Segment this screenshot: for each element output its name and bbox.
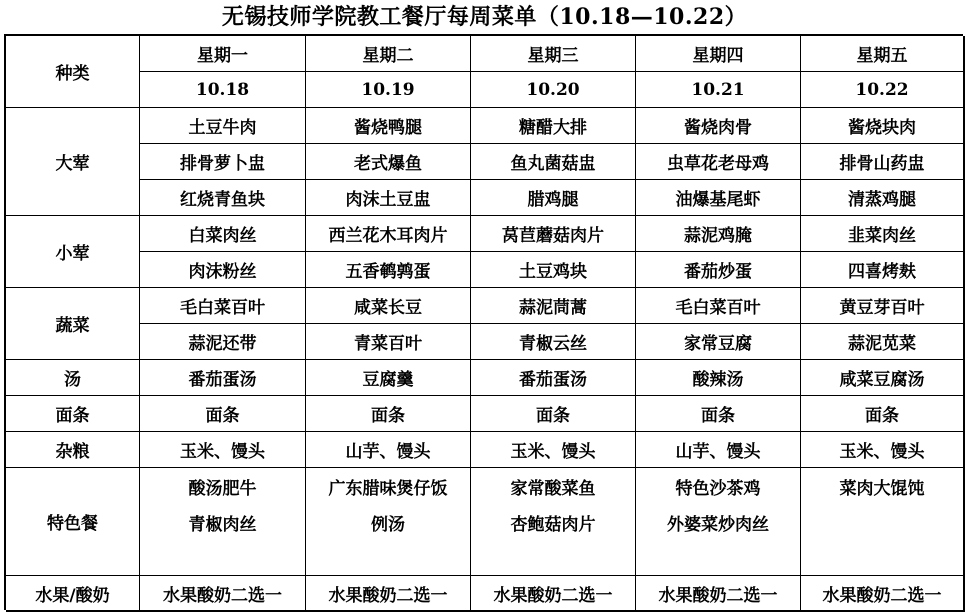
weekday-header: 星期四 [636, 36, 801, 72]
dish-cell: 韭菜肉丝 [801, 216, 965, 252]
dish-cell: 腊鸡腿 [471, 180, 636, 216]
dish-cell: 广东腊味煲仔饭 [306, 468, 471, 504]
dish-cell: 水果酸奶二选一 [140, 576, 306, 612]
dish-cell: 蒜泥茼蒿 [471, 288, 636, 324]
dish-cell: 水果酸奶二选一 [471, 576, 636, 612]
dish-cell [801, 504, 965, 540]
dish-cell [306, 540, 471, 576]
dish-cell: 水果酸奶二选一 [801, 576, 965, 612]
dish-cell: 老式爆鱼 [306, 144, 471, 180]
category-label: 水果/酸奶 [6, 576, 140, 612]
dish-cell: 玉米、馒头 [801, 432, 965, 468]
weekday-header: 星期五 [801, 36, 965, 72]
dish-cell: 鱼丸菌菇盅 [471, 144, 636, 180]
dish-cell [636, 540, 801, 576]
dish-cell: 玉米、馒头 [471, 432, 636, 468]
dish-cell: 蒜泥苋菜 [801, 324, 965, 360]
dish-cell [471, 540, 636, 576]
dish-cell: 咸菜长豆 [306, 288, 471, 324]
dish-cell: 山芋、馒头 [306, 432, 471, 468]
dish-cell: 水果酸奶二选一 [306, 576, 471, 612]
dish-cell: 蒜泥还带 [140, 324, 306, 360]
date-header: 10.22 [801, 72, 965, 108]
dish-cell: 肉沫土豆盅 [306, 180, 471, 216]
date-header: 10.21 [636, 72, 801, 108]
dish-cell: 红烧青鱼块 [140, 180, 306, 216]
dish-cell: 家常酸菜鱼 [471, 468, 636, 504]
category-label: 小荤 [6, 216, 140, 288]
dish-cell: 土豆牛肉 [140, 108, 306, 144]
category-label: 特色餐 [6, 468, 140, 576]
category-label: 汤 [6, 360, 140, 396]
dish-cell: 特色沙茶鸡 [636, 468, 801, 504]
dish-cell: 排骨山药盅 [801, 144, 965, 180]
dish-cell [140, 540, 306, 576]
dish-cell: 蒜泥鸡腌 [636, 216, 801, 252]
dish-cell: 青椒云丝 [471, 324, 636, 360]
category-label: 面条 [6, 396, 140, 432]
dish-cell: 咸菜豆腐汤 [801, 360, 965, 396]
dish-cell: 酸辣汤 [636, 360, 801, 396]
dish-cell: 酱烧块肉 [801, 108, 965, 144]
menu-table [4, 34, 963, 610]
dish-cell: 青菜百叶 [306, 324, 471, 360]
dish-cell: 外婆菜炒肉丝 [636, 504, 801, 540]
dish-cell: 毛白菜百叶 [636, 288, 801, 324]
dish-cell: 肉沫粉丝 [140, 252, 306, 288]
date-header: 10.19 [306, 72, 471, 108]
dish-cell: 白菜肉丝 [140, 216, 306, 252]
dish-cell: 五香鹌鹑蛋 [306, 252, 471, 288]
dish-cell: 土豆鸡块 [471, 252, 636, 288]
menu-title: 无锡技师学院教工餐厅每周菜单（10.18—10.22） [221, 4, 748, 30]
dish-cell: 西兰花木耳肉片 [306, 216, 471, 252]
dish-cell [801, 540, 965, 576]
dish-cell: 四喜烤麸 [801, 252, 965, 288]
dish-cell: 清蒸鸡腿 [801, 180, 965, 216]
dish-cell: 排骨萝卜盅 [140, 144, 306, 180]
category-label: 蔬菜 [6, 288, 140, 360]
dish-cell: 玉米、馒头 [140, 432, 306, 468]
dish-cell: 番茄蛋汤 [140, 360, 306, 396]
dish-cell: 杏鲍菇肉片 [471, 504, 636, 540]
category-label: 杂粮 [6, 432, 140, 468]
dish-cell: 例汤 [306, 504, 471, 540]
dish-cell: 酸汤肥牛 [140, 468, 306, 504]
weekday-header: 星期三 [471, 36, 636, 72]
dish-cell: 面条 [801, 396, 965, 432]
weekday-header: 星期一 [140, 36, 306, 72]
dish-cell: 青椒肉丝 [140, 504, 306, 540]
dish-cell: 番茄炒蛋 [636, 252, 801, 288]
weekday-header: 星期二 [306, 36, 471, 72]
dish-cell: 莴苣蘑菇肉片 [471, 216, 636, 252]
dish-cell: 水果酸奶二选一 [636, 576, 801, 612]
dish-cell: 酱烧鸭腿 [306, 108, 471, 144]
dish-cell: 油爆基尾虾 [636, 180, 801, 216]
dish-cell: 酱烧肉骨 [636, 108, 801, 144]
dish-cell: 山芋、馒头 [636, 432, 801, 468]
dish-cell: 面条 [140, 396, 306, 432]
category-label: 大荤 [6, 108, 140, 216]
dish-cell: 虫草花老母鸡 [636, 144, 801, 180]
dish-cell: 面条 [306, 396, 471, 432]
dish-cell: 毛白菜百叶 [140, 288, 306, 324]
dish-cell: 糖醋大排 [471, 108, 636, 144]
category-header: 种类 [6, 36, 140, 108]
dish-cell: 菜肉大馄饨 [801, 468, 965, 504]
dish-cell: 豆腐羹 [306, 360, 471, 396]
dish-cell: 番茄蛋汤 [471, 360, 636, 396]
date-header: 10.18 [140, 72, 306, 108]
dish-cell: 面条 [471, 396, 636, 432]
date-header: 10.20 [471, 72, 636, 108]
dish-cell: 家常豆腐 [636, 324, 801, 360]
dish-cell: 面条 [636, 396, 801, 432]
dish-cell: 黄豆芽百叶 [801, 288, 965, 324]
